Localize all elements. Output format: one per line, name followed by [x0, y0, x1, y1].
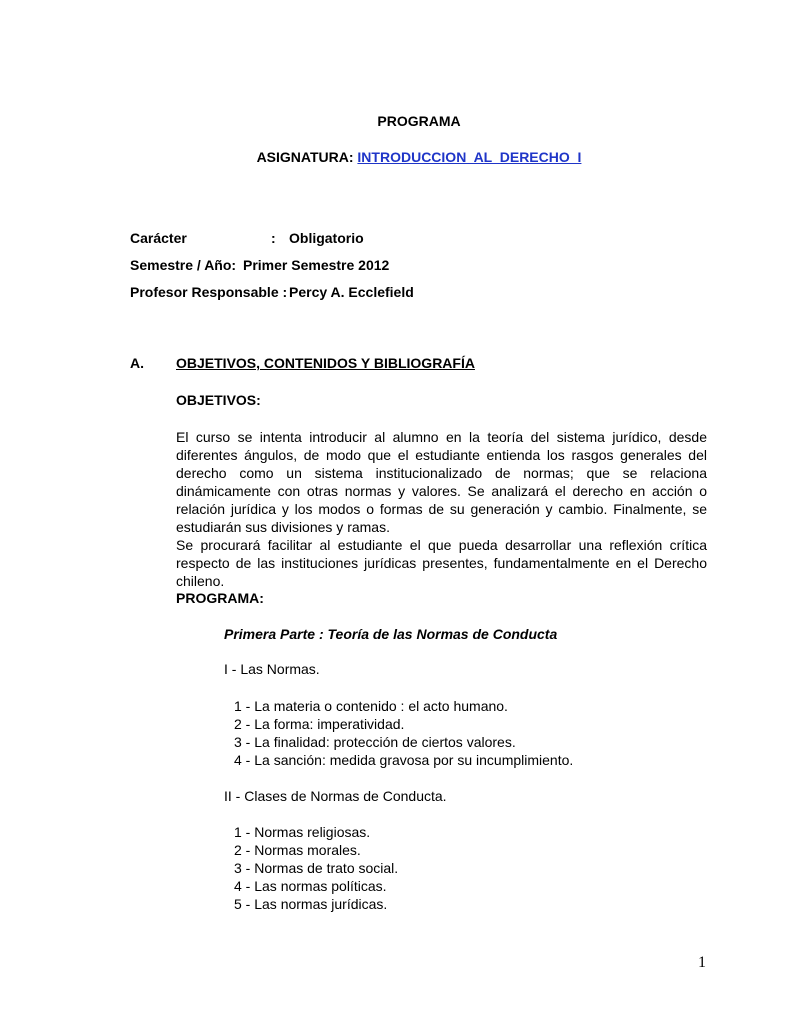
subject-line	[0, 149, 800, 165]
professor-label: Profesor Responsable :	[130, 284, 288, 300]
objectives-heading: OBJETIVOS:	[176, 392, 261, 408]
character-label: Carácter	[130, 230, 187, 246]
list-item: 2 - La forma: imperatividad.	[234, 716, 405, 732]
list-item: 1 - La materia o contenido : el acto humano.	[234, 698, 508, 714]
character-value: Obligatorio	[289, 230, 364, 246]
objectives-paragraph-2: Se procurará facilitar al estudiante el que pueda desarrollar una reflexión crítica respecto de las instituciones jurídicas presentes, fundamentalmente en el Derecho chileno.	[176, 537, 707, 589]
professor-value: Percy A. Ecclefield	[289, 284, 414, 300]
document-title: PROGRAMA	[377, 113, 461, 129]
section-letter: A.	[130, 355, 144, 371]
subject-name-link[interactable]: INTRODUCCION AL DERECHO I	[357, 149, 582, 165]
section-heading: OBJETIVOS, CONTENIDOS Y BIBLIOGRAFÍA	[176, 355, 475, 371]
list-item: 2 - Normas morales.	[234, 842, 361, 858]
part-title: Primera Parte : Teoría de las Normas de Conducta	[224, 626, 558, 642]
unit-1-list	[234, 697, 573, 769]
unit-1-title: I - Las Normas.	[224, 661, 320, 677]
page-number: 1	[698, 954, 706, 971]
objectives-paragraph-1: El curso se intenta introducir al alumno en la teoría del sistema jurídico, desde diferentes ángulos, de modo que el estudiante entienda los rasgos generales del derecho como un sistema institucionalizado de normas; que se relaciona dinámicamente con otras normas y valores. Se analizará el derecho en acción o relación jurídica y los modos o formas de su generación y cambio. Finalmente, se estudiarán sus divisiones y ramas.	[176, 429, 707, 535]
list-item: 4 - La sanción: medida gravosa por su incumplimiento.	[234, 752, 574, 768]
character-colon: :	[271, 230, 276, 246]
unit-2-list	[234, 823, 398, 913]
program-heading: PROGRAMA:	[176, 590, 264, 606]
list-item: 1 - Normas religiosas.	[234, 824, 371, 840]
semester-label: Semestre / Año:	[130, 257, 237, 273]
list-item: 3 - Normas de trato social.	[234, 860, 399, 876]
unit-2-title: II - Clases de Normas de Conducta.	[224, 788, 447, 804]
subject-prefix: ASIGNATURA:	[256, 149, 354, 165]
list-item: 4 - Las normas políticas.	[234, 878, 387, 894]
list-item: 3 - La finalidad: protección de ciertos valores.	[234, 734, 516, 750]
semester-value: Primer Semestre 2012	[243, 257, 390, 273]
list-item: 5 - Las normas jurídicas.	[234, 896, 388, 912]
